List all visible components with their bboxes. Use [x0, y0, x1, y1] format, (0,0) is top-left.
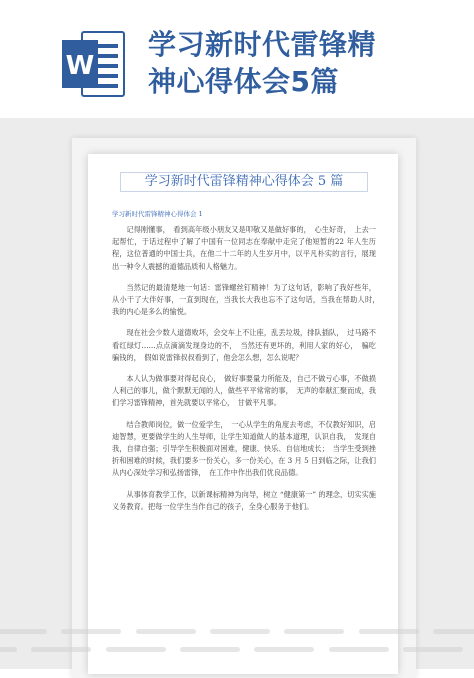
- word-document-icon: [62, 30, 126, 98]
- watermark-band: [0, 625, 474, 665]
- paragraph-6: 从事体育教学工作，以新课标精神为向导，树立 “健康第一” 的理念，切实实施义务教育。把每一位学生当作自己的孩子，全身心服务于他们。: [112, 489, 376, 511]
- paragraph-1: 记得刚懂事， 看到高年级小朋友又是叩敬又是做好事的， 心生好奇， 上去一起帮忙，于话过程中了解了中国有一位同志在奉献中走完了他短暂的22 年人生历程，这位普通的中国士兵，在他二十二年的人生岁月中，以平凡朴实的言行，展现出一种令人震撼的道德品质和人格魅力。: [112, 225, 376, 271]
- document-title-box: [120, 172, 368, 192]
- watermark-strip: [0, 629, 474, 641]
- watermark-strip: [0, 647, 470, 659]
- paragraph-2: 当然记的最清楚地一句话：雷锋螺丝钉精神！为了这句话，影响了我好些年，从小干了大伴好事，一直到现在，当我长大我也忘不了这句话，当我在帮助人时， 我的内心是多么的愉悦。: [112, 282, 384, 317]
- header-title: [148, 26, 463, 100]
- document-body: [112, 224, 384, 522]
- section-heading: 学习新时代雷锋精神心得体会 1: [112, 210, 203, 218]
- document-title: 学习新时代雷锋精神心得体会 5 篇: [144, 174, 344, 189]
- paragraph-5: 结合教师岗位，做一位爱学生， 一心从学生的角度去考虑，不仅教好知识，启迪智慧，更要做学生的人生导师，让学生知道做人的基本道理，认识自我， 发现自我，自律自强；引导学生积极面对困难，健康、快乐、自信地成长； 当学生受到挫折和困难的时候，我们要多一份关心，多一份关心，在 3 月 5 日到临之际，让我们从内心深处学习和弘扬雷锋， 在工作中作出我们优良品德。: [112, 419, 376, 478]
- document-page: [88, 154, 398, 674]
- svg-text:W: W: [65, 51, 95, 81]
- header-banner: [0, 0, 474, 118]
- paragraph-4: 本人认为做事要对得起良心， 做好事要量力所能及，自己不做亏心事，不做损人利己的事儿，做个默默无闻的人，做些平平常常的事， 无声的奉献汇聚而成，我们学习雷锋精神，首先就要以平常心， 甘做平凡事。: [112, 374, 376, 408]
- header-title-line-2: 神心得体会5篇: [148, 65, 339, 98]
- paragraph-3: 现在社会少数人道德败坏，会交车上不让座，乱丢垃圾，排队插队， 过马路不看红绿灯……点点滴滴发现身边的不， 当然还有更坏的，利用人家的好心， 骗吃骗钱的， 假如说雷锋叔叔看到了，他会怎么想，怎么说呢？: [112, 328, 376, 362]
- header-title-line-1: 学习新时代雷锋精: [148, 28, 377, 61]
- document-preview-area: [0, 118, 474, 669]
